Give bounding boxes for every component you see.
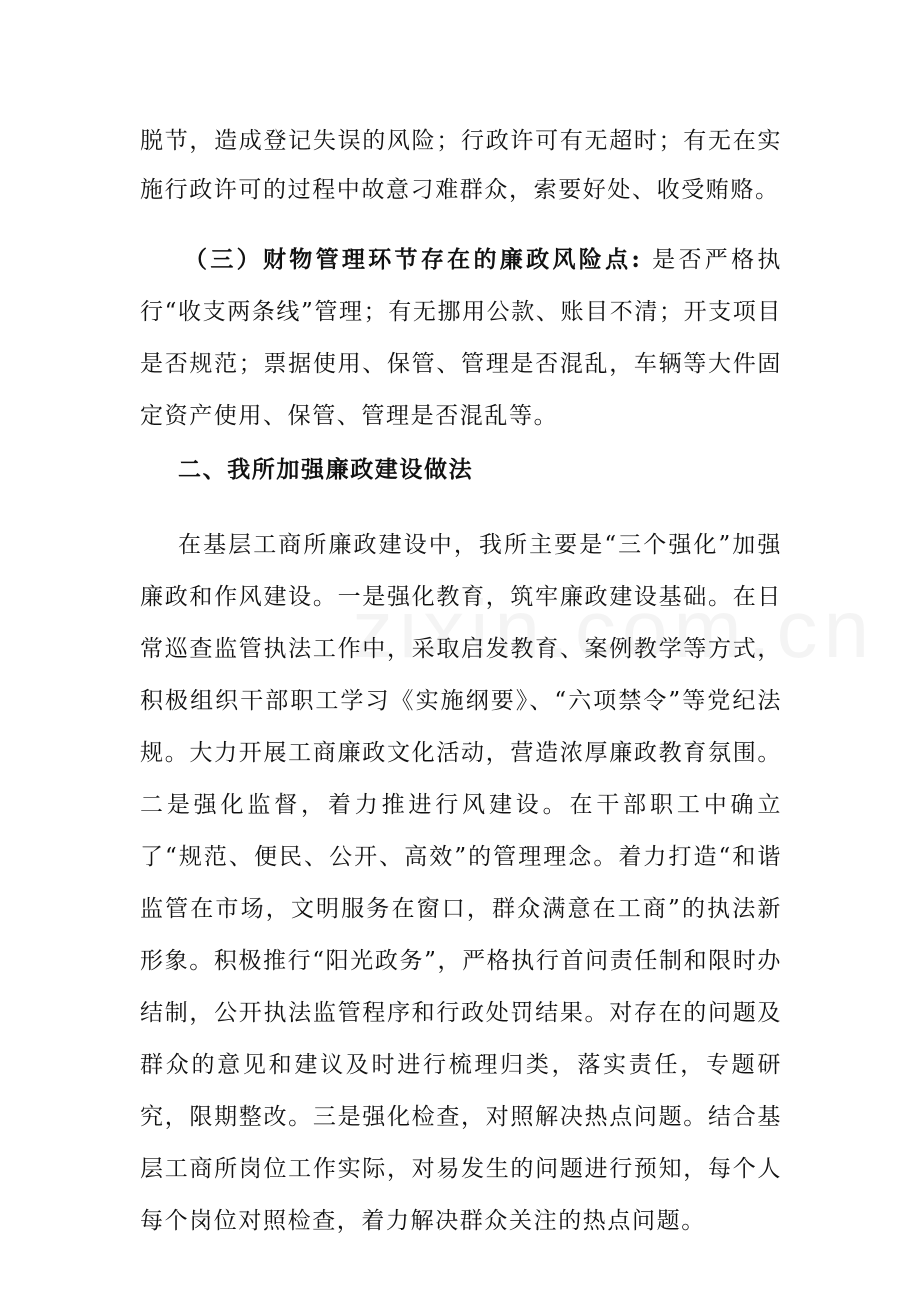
- financial-risks-body: 是否严格执行“收支两条线”管理；有无挪用公款、账目不清；开支项目是否规范；票据使用、保管、管理是否混乱，车辆等大件固定资产使用、保管、管理是否混乱等。: [140, 247, 782, 429]
- paragraph-financial-risks: [140, 234, 782, 442]
- section-heading: 二、我所加强廉政建设做法: [178, 456, 474, 483]
- paragraph-admin-license-risks: 脱节，造成登记失误的风险；行政许可有无超时；有无在实施行政许可的过程中故意刁难群众，索要好处、收受贿赂。: [140, 128, 782, 203]
- paragraph-practices: 在基层工商所廉政建设中，我所主要是“三个强化”加强廉政和作风建设。一是强化教育，筑牢廉政建设基础。在日常巡查监管执法工作中，采取启发教育、案例教学等方式，积极组织干部职工学习《实施纲要》、“六项禁令”等党纪法规。大力开展工商廉政文化活动，营造浓厚廉政教育氛围。二是强化监督，着力推进行风建设。在干部职工中确立了“规范、便民、公开、高效”的管理理念。着力打造“和谐监管在市场，文明服务在窗口，群众满意在工商”的执法新形象。积极推行“阳光政务”，严格执行首问责任制和限时办结制，公开执法监管程序和行政处罚结果。对存在的问题及群众的意见和建议及时进行梳理归类，落实责任，专题研究，限期整改。三是强化检查，对照解决热点问题。结合基层工商所岗位工作实际，对易发生的问题进行预知，每个人每个岗位对照检查，着力解决群众关注的热点问题。: [140, 532, 782, 1234]
- financial-risks-lead: （三）财物管理环节存在的廉政风险点:: [184, 246, 642, 273]
